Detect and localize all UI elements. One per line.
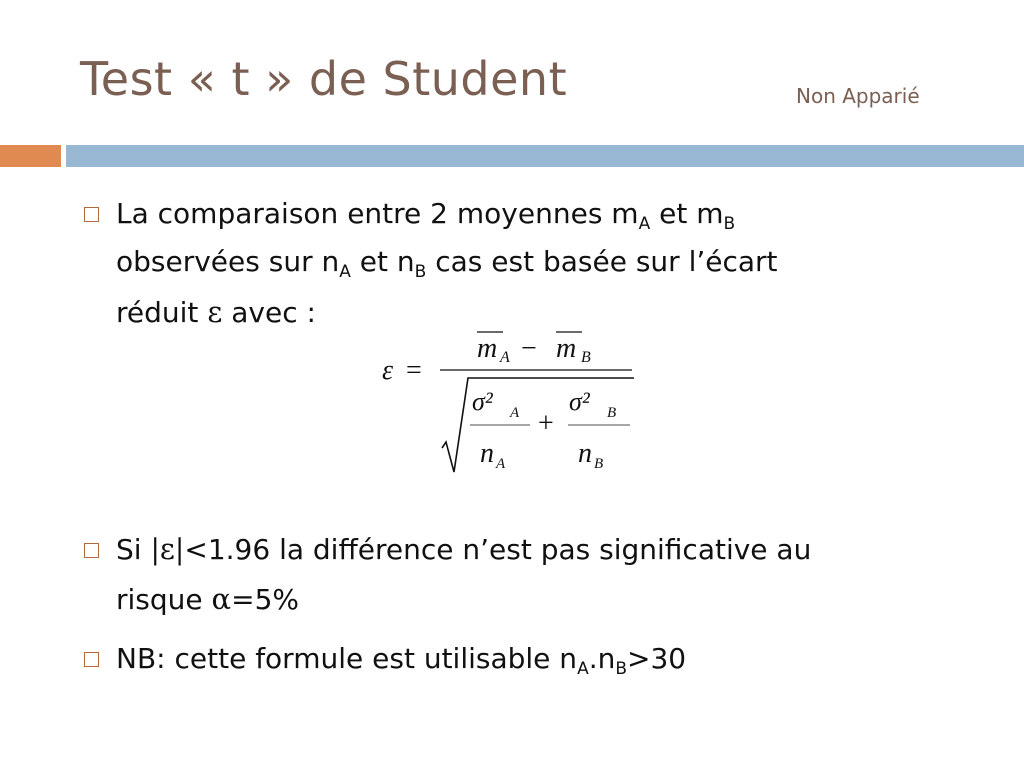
formula-m-b: m: [556, 333, 577, 364]
formula-lhs-epsilon: ε: [382, 355, 394, 386]
formula-n-a: n: [480, 438, 494, 469]
formula-plus: +: [538, 408, 554, 439]
bullet-1-line-1: La comparaison entre 2 moyennes $m_A$ et $m_B$: [116, 197, 736, 234]
formula-n-sub-b: B: [594, 456, 604, 472]
slide-subtitle: Non Apparié: [796, 84, 920, 108]
bullet-icon: [84, 207, 99, 222]
t-test-formula: [376, 322, 646, 482]
formula-sigma-sub-a: A: [510, 405, 520, 421]
bullet-icon: [84, 652, 99, 667]
slide-title: Test « t » de Student: [80, 52, 568, 106]
bullet-2-line-1: Si |ε|<1.96 la différence n’est pas significative au: [116, 532, 812, 566]
bullet-3-line-1: NB: cette formule est utilisable $n_A.n_B>30$: [116, 642, 687, 679]
bullet-1-line-2: observées sur $n_A$ et $n_B$ cas est basée sur l’écart: [116, 245, 778, 282]
accent-bar-blue: [66, 145, 1024, 167]
formula-m-a: m: [477, 333, 498, 364]
formula-n-sub-a: A: [496, 456, 506, 472]
accent-bar-orange: [0, 145, 61, 167]
formula-equals: =: [406, 355, 422, 386]
bullet-icon: [84, 543, 99, 558]
bullet-1-line-3: réduit ε avec :: [116, 295, 316, 329]
formula-minus: −: [521, 333, 537, 364]
formula-sigma-a: σ²: [472, 387, 493, 416]
formula-n-b: n: [578, 438, 592, 469]
bullet-2-line-2: risque α=5%: [116, 582, 300, 616]
formula-sigma-b: σ²: [569, 387, 590, 416]
formula-sub-b: B: [581, 349, 591, 366]
formula-sigma-sub-b: B: [607, 405, 617, 421]
formula-sub-a: A: [500, 349, 510, 366]
